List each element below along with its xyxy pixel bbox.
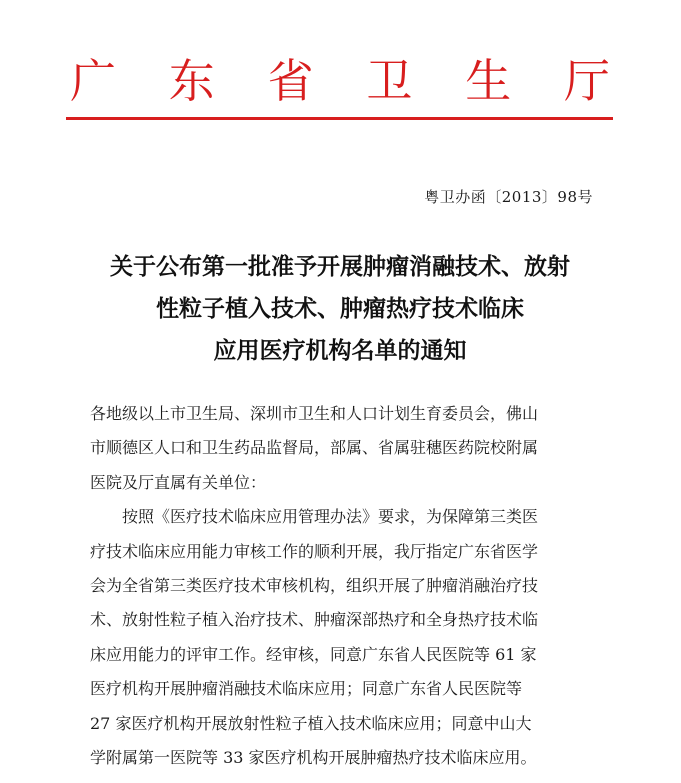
agency-char: 省 <box>267 54 314 108</box>
body-line: 床应用能力的评审工作。经审核，同意广东省人民医院等 61 家 <box>90 644 537 664</box>
body-line: 疗技术临床应用能力审核工作的顺利开展，我厅指定广东省医学 <box>90 541 539 561</box>
issuing-agency-header <box>70 55 610 107</box>
body-line: 按照《医疗技术临床应用管理办法》要求，为保障第三类医 <box>90 507 539 527</box>
document-number: 粤卫办函〔2013〕98号 <box>424 188 593 206</box>
body-line: 术、放射性粒子植入治疗技术、肿瘤深部热疗和全身热疗技术临 <box>90 610 539 630</box>
body-line: 市顺德区人口和卫生药品监督局，部属、省属驻穗医药院校附属 <box>90 438 539 458</box>
body-line: 会为全省第三类医疗技术审核机构，组织开展了肿瘤消融治疗技 <box>90 576 539 596</box>
body-line: 医疗机构开展肿瘤消融技术临床应用；同意广东省人民医院等 <box>90 679 523 699</box>
body-line: 各地级以上市卫生局、深圳市卫生和人口计划生育委员会，佛山 <box>90 404 539 423</box>
body-line: 医院及厅直属有关单位： <box>90 472 267 492</box>
document-title <box>40 246 640 372</box>
title-line: 应用医疗机构名单的通知 <box>213 338 467 364</box>
header-red-rule <box>66 117 613 120</box>
title-line: 关于公布第一批准予开展肿瘤消融技术、放射 <box>110 254 570 280</box>
agency-char: 生 <box>465 54 512 108</box>
agency-char: 卫 <box>366 54 413 108</box>
document-body <box>90 397 610 775</box>
agency-char: 东 <box>168 54 215 108</box>
agency-char: 广 <box>70 54 116 108</box>
agency-char: 厅 <box>563 54 610 108</box>
title-line: 性粒子植入技术、肿瘤热疗技术临床 <box>156 296 524 322</box>
body-line: 学附属第一医院等 33 家医疗机构开展肿瘤热疗技术临床应用。 <box>90 748 537 768</box>
body-line: 27 家医疗机构开展放射性粒子植入技术临床应用；同意中山大 <box>90 713 532 733</box>
